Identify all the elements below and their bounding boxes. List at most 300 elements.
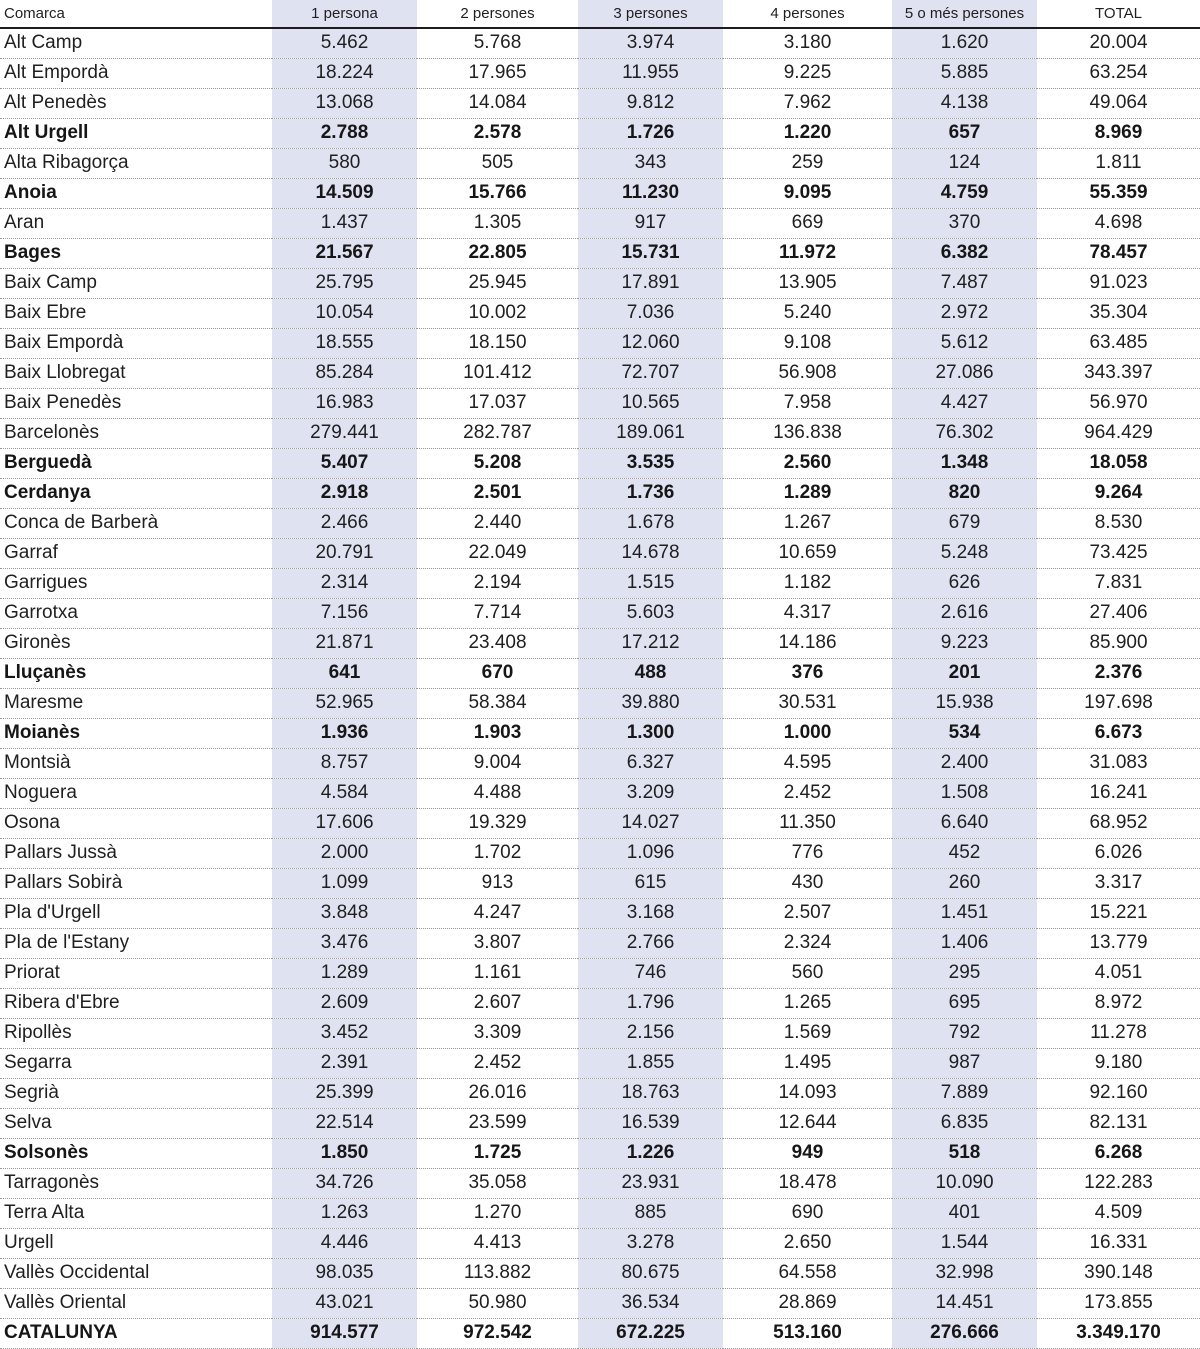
value-cell: 2.501 bbox=[417, 478, 578, 508]
comarca-name: Alt Urgell bbox=[0, 118, 272, 148]
comarca-name: Bages bbox=[0, 238, 272, 268]
comarca-name: Garraf bbox=[0, 538, 272, 568]
value-cell: 1.267 bbox=[723, 508, 892, 538]
value-cell: 295 bbox=[892, 958, 1037, 988]
value-cell: 14.509 bbox=[272, 178, 417, 208]
comarca-name: Maresme bbox=[0, 688, 272, 718]
value-cell: 2.452 bbox=[723, 778, 892, 808]
comarca-name: Garrigues bbox=[0, 568, 272, 598]
value-cell: 3.476 bbox=[272, 928, 417, 958]
table-row bbox=[0, 748, 1200, 778]
comarca-name: Lluçanès bbox=[0, 658, 272, 688]
value-cell: 7.962 bbox=[723, 88, 892, 118]
value-cell: 7.958 bbox=[723, 388, 892, 418]
table-row bbox=[0, 598, 1200, 628]
value-cell: 3.180 bbox=[723, 28, 892, 58]
value-cell: 23.599 bbox=[417, 1108, 578, 1138]
column-header: 5 o més persones bbox=[892, 0, 1037, 28]
value-cell: 1.620 bbox=[892, 28, 1037, 58]
value-cell: 1.451 bbox=[892, 898, 1037, 928]
value-cell: 9.223 bbox=[892, 628, 1037, 658]
value-cell: 4.446 bbox=[272, 1228, 417, 1258]
column-header: TOTAL bbox=[1037, 0, 1200, 28]
table-row bbox=[0, 688, 1200, 718]
value-cell: 9.264 bbox=[1037, 478, 1200, 508]
value-cell: 560 bbox=[723, 958, 892, 988]
value-cell: 14.451 bbox=[892, 1288, 1037, 1318]
value-cell: 50.980 bbox=[417, 1288, 578, 1318]
value-cell: 2.616 bbox=[892, 598, 1037, 628]
value-cell: 6.673 bbox=[1037, 718, 1200, 748]
value-cell: 1.265 bbox=[723, 988, 892, 1018]
comarca-name: Baix Penedès bbox=[0, 388, 272, 418]
value-cell: 2.156 bbox=[578, 1018, 723, 1048]
value-cell: 452 bbox=[892, 838, 1037, 868]
value-cell: 2.000 bbox=[272, 838, 417, 868]
value-cell: 98.035 bbox=[272, 1258, 417, 1288]
table-row bbox=[0, 988, 1200, 1018]
value-cell: 776 bbox=[723, 838, 892, 868]
value-cell: 82.131 bbox=[1037, 1108, 1200, 1138]
value-cell: 17.606 bbox=[272, 808, 417, 838]
value-cell: 10.090 bbox=[892, 1168, 1037, 1198]
value-cell: 72.707 bbox=[578, 358, 723, 388]
value-cell: 1.936 bbox=[272, 718, 417, 748]
value-cell: 9.180 bbox=[1037, 1048, 1200, 1078]
value-cell: 1.270 bbox=[417, 1198, 578, 1228]
value-cell: 657 bbox=[892, 118, 1037, 148]
value-cell: 22.049 bbox=[417, 538, 578, 568]
value-cell: 14.084 bbox=[417, 88, 578, 118]
value-cell: 30.531 bbox=[723, 688, 892, 718]
value-cell: 1.300 bbox=[578, 718, 723, 748]
value-cell: 513.160 bbox=[723, 1318, 892, 1348]
value-cell: 3.535 bbox=[578, 448, 723, 478]
table-row bbox=[0, 778, 1200, 808]
value-cell: 972.542 bbox=[417, 1318, 578, 1348]
value-cell: 2.440 bbox=[417, 508, 578, 538]
value-cell: 1.348 bbox=[892, 448, 1037, 478]
value-cell: 20.004 bbox=[1037, 28, 1200, 58]
table-row bbox=[0, 1078, 1200, 1108]
value-cell: 15.731 bbox=[578, 238, 723, 268]
value-cell: 8.969 bbox=[1037, 118, 1200, 148]
value-cell: 15.766 bbox=[417, 178, 578, 208]
comarca-name: Cerdanya bbox=[0, 478, 272, 508]
value-cell: 376 bbox=[723, 658, 892, 688]
value-cell: 4.759 bbox=[892, 178, 1037, 208]
value-cell: 113.882 bbox=[417, 1258, 578, 1288]
value-cell: 56.908 bbox=[723, 358, 892, 388]
value-cell: 14.027 bbox=[578, 808, 723, 838]
value-cell: 3.848 bbox=[272, 898, 417, 928]
value-cell: 2.376 bbox=[1037, 658, 1200, 688]
value-cell: 13.779 bbox=[1037, 928, 1200, 958]
value-cell: 2.391 bbox=[272, 1048, 417, 1078]
table-row bbox=[0, 838, 1200, 868]
value-cell: 36.534 bbox=[578, 1288, 723, 1318]
comarca-name: Tarragonès bbox=[0, 1168, 272, 1198]
value-cell: 1.289 bbox=[723, 478, 892, 508]
table-row bbox=[0, 808, 1200, 838]
value-cell: 49.064 bbox=[1037, 88, 1200, 118]
value-cell: 1.305 bbox=[417, 208, 578, 238]
value-cell: 1.495 bbox=[723, 1048, 892, 1078]
comarca-name: Conca de Barberà bbox=[0, 508, 272, 538]
value-cell: 7.889 bbox=[892, 1078, 1037, 1108]
value-cell: 35.058 bbox=[417, 1168, 578, 1198]
value-cell: 2.972 bbox=[892, 298, 1037, 328]
value-cell: 85.284 bbox=[272, 358, 417, 388]
value-cell: 3.974 bbox=[578, 28, 723, 58]
value-cell: 16.539 bbox=[578, 1108, 723, 1138]
comarca-name: Berguedà bbox=[0, 448, 272, 478]
comarca-name: Alt Camp bbox=[0, 28, 272, 58]
value-cell: 32.998 bbox=[892, 1258, 1037, 1288]
value-cell: 1.796 bbox=[578, 988, 723, 1018]
value-cell: 670 bbox=[417, 658, 578, 688]
comarca-name: Alta Ribagorça bbox=[0, 148, 272, 178]
column-header: 1 persona bbox=[272, 0, 417, 28]
value-cell: 2.788 bbox=[272, 118, 417, 148]
value-cell: 260 bbox=[892, 868, 1037, 898]
value-cell: 534 bbox=[892, 718, 1037, 748]
value-cell: 5.603 bbox=[578, 598, 723, 628]
comarca-name: Baix Llobregat bbox=[0, 358, 272, 388]
value-cell: 885 bbox=[578, 1198, 723, 1228]
value-cell: 5.462 bbox=[272, 28, 417, 58]
value-cell: 3.807 bbox=[417, 928, 578, 958]
value-cell: 101.412 bbox=[417, 358, 578, 388]
value-cell: 7.831 bbox=[1037, 568, 1200, 598]
value-cell: 14.186 bbox=[723, 628, 892, 658]
value-cell: 1.289 bbox=[272, 958, 417, 988]
value-cell: 52.965 bbox=[272, 688, 417, 718]
value-cell: 28.869 bbox=[723, 1288, 892, 1318]
value-cell: 1.182 bbox=[723, 568, 892, 598]
value-cell: 14.678 bbox=[578, 538, 723, 568]
value-cell: 27.086 bbox=[892, 358, 1037, 388]
value-cell: 18.058 bbox=[1037, 448, 1200, 478]
table-row bbox=[0, 268, 1200, 298]
value-cell: 5.240 bbox=[723, 298, 892, 328]
value-cell: 78.457 bbox=[1037, 238, 1200, 268]
value-cell: 5.208 bbox=[417, 448, 578, 478]
value-cell: 13.905 bbox=[723, 268, 892, 298]
table-row bbox=[0, 88, 1200, 118]
value-cell: 8.972 bbox=[1037, 988, 1200, 1018]
value-cell: 3.349.170 bbox=[1037, 1318, 1200, 1348]
value-cell: 1.096 bbox=[578, 838, 723, 868]
value-cell: 4.051 bbox=[1037, 958, 1200, 988]
value-cell: 92.160 bbox=[1037, 1078, 1200, 1108]
value-cell: 27.406 bbox=[1037, 598, 1200, 628]
table-row bbox=[0, 58, 1200, 88]
value-cell: 2.466 bbox=[272, 508, 417, 538]
value-cell: 914.577 bbox=[272, 1318, 417, 1348]
comarca-name: Osona bbox=[0, 808, 272, 838]
value-cell: 16.983 bbox=[272, 388, 417, 418]
value-cell: 1.437 bbox=[272, 208, 417, 238]
comarca-name: Pallars Jussà bbox=[0, 838, 272, 868]
value-cell: 23.931 bbox=[578, 1168, 723, 1198]
value-cell: 31.083 bbox=[1037, 748, 1200, 778]
value-cell: 5.248 bbox=[892, 538, 1037, 568]
value-cell: 18.224 bbox=[272, 58, 417, 88]
comarca-name: Segrià bbox=[0, 1078, 272, 1108]
value-cell: 1.811 bbox=[1037, 148, 1200, 178]
header-row bbox=[0, 0, 1200, 28]
value-cell: 2.314 bbox=[272, 568, 417, 598]
value-cell: 282.787 bbox=[417, 418, 578, 448]
value-cell: 2.650 bbox=[723, 1228, 892, 1258]
table-row bbox=[0, 1168, 1200, 1198]
value-cell: 2.578 bbox=[417, 118, 578, 148]
value-cell: 679 bbox=[892, 508, 1037, 538]
value-cell: 1.515 bbox=[578, 568, 723, 598]
table-row bbox=[0, 1018, 1200, 1048]
value-cell: 7.036 bbox=[578, 298, 723, 328]
value-cell: 4.509 bbox=[1037, 1198, 1200, 1228]
value-cell: 56.970 bbox=[1037, 388, 1200, 418]
value-cell: 43.021 bbox=[272, 1288, 417, 1318]
value-cell: 64.558 bbox=[723, 1258, 892, 1288]
table-row bbox=[0, 418, 1200, 448]
value-cell: 276.666 bbox=[892, 1318, 1037, 1348]
value-cell: 17.891 bbox=[578, 268, 723, 298]
value-cell: 21.871 bbox=[272, 628, 417, 658]
comarca-name: Montsià bbox=[0, 748, 272, 778]
comarca-name: Gironès bbox=[0, 628, 272, 658]
table-row bbox=[0, 238, 1200, 268]
value-cell: 3.278 bbox=[578, 1228, 723, 1258]
value-cell: 12.060 bbox=[578, 328, 723, 358]
value-cell: 85.900 bbox=[1037, 628, 1200, 658]
comarca-name: Ribera d'Ebre bbox=[0, 988, 272, 1018]
value-cell: 9.225 bbox=[723, 58, 892, 88]
value-cell: 18.555 bbox=[272, 328, 417, 358]
value-cell: 11.350 bbox=[723, 808, 892, 838]
column-header-comarca: Comarca bbox=[0, 0, 272, 28]
value-cell: 2.607 bbox=[417, 988, 578, 1018]
table-row bbox=[0, 718, 1200, 748]
value-cell: 580 bbox=[272, 148, 417, 178]
value-cell: 9.812 bbox=[578, 88, 723, 118]
value-cell: 16.241 bbox=[1037, 778, 1200, 808]
value-cell: 80.675 bbox=[578, 1258, 723, 1288]
table-row bbox=[0, 1108, 1200, 1138]
comarca-name: Pallars Sobirà bbox=[0, 868, 272, 898]
value-cell: 3.309 bbox=[417, 1018, 578, 1048]
value-cell: 201 bbox=[892, 658, 1037, 688]
value-cell: 17.037 bbox=[417, 388, 578, 418]
value-cell: 3.168 bbox=[578, 898, 723, 928]
value-cell: 7.156 bbox=[272, 598, 417, 628]
value-cell: 1.736 bbox=[578, 478, 723, 508]
value-cell: 7.714 bbox=[417, 598, 578, 628]
value-cell: 1.702 bbox=[417, 838, 578, 868]
value-cell: 10.659 bbox=[723, 538, 892, 568]
comarca-name: Urgell bbox=[0, 1228, 272, 1258]
value-cell: 2.918 bbox=[272, 478, 417, 508]
value-cell: 17.965 bbox=[417, 58, 578, 88]
table-row bbox=[0, 208, 1200, 238]
value-cell: 1.544 bbox=[892, 1228, 1037, 1258]
comarca-name: Terra Alta bbox=[0, 1198, 272, 1228]
table-row bbox=[0, 358, 1200, 388]
table-row bbox=[0, 568, 1200, 598]
table-row bbox=[0, 658, 1200, 688]
comarca-name: Aran bbox=[0, 208, 272, 238]
value-cell: 615 bbox=[578, 868, 723, 898]
value-cell: 6.382 bbox=[892, 238, 1037, 268]
value-cell: 1.725 bbox=[417, 1138, 578, 1168]
value-cell: 25.795 bbox=[272, 268, 417, 298]
value-cell: 18.150 bbox=[417, 328, 578, 358]
value-cell: 17.212 bbox=[578, 628, 723, 658]
value-cell: 1.161 bbox=[417, 958, 578, 988]
table-row bbox=[0, 1288, 1200, 1318]
table-row bbox=[0, 628, 1200, 658]
comarca-name: Garrotxa bbox=[0, 598, 272, 628]
value-cell: 626 bbox=[892, 568, 1037, 598]
value-cell: 18.763 bbox=[578, 1078, 723, 1108]
value-cell: 12.644 bbox=[723, 1108, 892, 1138]
value-cell: 39.880 bbox=[578, 688, 723, 718]
value-cell: 5.885 bbox=[892, 58, 1037, 88]
table-row bbox=[0, 958, 1200, 988]
value-cell: 1.678 bbox=[578, 508, 723, 538]
value-cell: 22.805 bbox=[417, 238, 578, 268]
value-cell: 987 bbox=[892, 1048, 1037, 1078]
value-cell: 488 bbox=[578, 658, 723, 688]
value-cell: 1.508 bbox=[892, 778, 1037, 808]
value-cell: 136.838 bbox=[723, 418, 892, 448]
value-cell: 1.850 bbox=[272, 1138, 417, 1168]
value-cell: 4.138 bbox=[892, 88, 1037, 118]
value-cell: 1.406 bbox=[892, 928, 1037, 958]
comarca-name: Baix Ebre bbox=[0, 298, 272, 328]
value-cell: 792 bbox=[892, 1018, 1037, 1048]
value-cell: 1.000 bbox=[723, 718, 892, 748]
value-cell: 173.855 bbox=[1037, 1288, 1200, 1318]
value-cell: 1.726 bbox=[578, 118, 723, 148]
value-cell: 690 bbox=[723, 1198, 892, 1228]
value-cell: 343 bbox=[578, 148, 723, 178]
value-cell: 63.485 bbox=[1037, 328, 1200, 358]
value-cell: 197.698 bbox=[1037, 688, 1200, 718]
value-cell: 189.061 bbox=[578, 418, 723, 448]
value-cell: 25.945 bbox=[417, 268, 578, 298]
comarca-name: CATALUNYA bbox=[0, 1318, 272, 1348]
value-cell: 68.952 bbox=[1037, 808, 1200, 838]
comarca-name: Baix Camp bbox=[0, 268, 272, 298]
value-cell: 4.698 bbox=[1037, 208, 1200, 238]
table-row bbox=[0, 478, 1200, 508]
value-cell: 8.530 bbox=[1037, 508, 1200, 538]
value-cell: 25.399 bbox=[272, 1078, 417, 1108]
value-cell: 9.004 bbox=[417, 748, 578, 778]
value-cell: 518 bbox=[892, 1138, 1037, 1168]
comarca-name: Moianès bbox=[0, 718, 272, 748]
value-cell: 19.329 bbox=[417, 808, 578, 838]
value-cell: 641 bbox=[272, 658, 417, 688]
value-cell: 11.972 bbox=[723, 238, 892, 268]
value-cell: 16.331 bbox=[1037, 1228, 1200, 1258]
value-cell: 10.565 bbox=[578, 388, 723, 418]
value-cell: 10.054 bbox=[272, 298, 417, 328]
value-cell: 949 bbox=[723, 1138, 892, 1168]
value-cell: 2.400 bbox=[892, 748, 1037, 778]
value-cell: 35.304 bbox=[1037, 298, 1200, 328]
value-cell: 669 bbox=[723, 208, 892, 238]
value-cell: 1.263 bbox=[272, 1198, 417, 1228]
table-row bbox=[0, 868, 1200, 898]
value-cell: 58.384 bbox=[417, 688, 578, 718]
table-row bbox=[0, 508, 1200, 538]
value-cell: 820 bbox=[892, 478, 1037, 508]
value-cell: 2.507 bbox=[723, 898, 892, 928]
value-cell: 917 bbox=[578, 208, 723, 238]
value-cell: 2.324 bbox=[723, 928, 892, 958]
value-cell: 11.955 bbox=[578, 58, 723, 88]
value-cell: 124 bbox=[892, 148, 1037, 178]
value-cell: 401 bbox=[892, 1198, 1037, 1228]
value-cell: 11.230 bbox=[578, 178, 723, 208]
value-cell: 73.425 bbox=[1037, 538, 1200, 568]
value-cell: 6.026 bbox=[1037, 838, 1200, 868]
value-cell: 390.148 bbox=[1037, 1258, 1200, 1288]
table-row bbox=[0, 178, 1200, 208]
value-cell: 3.452 bbox=[272, 1018, 417, 1048]
comarca-name: Selva bbox=[0, 1108, 272, 1138]
value-cell: 5.612 bbox=[892, 328, 1037, 358]
comarca-name: Barcelonès bbox=[0, 418, 272, 448]
value-cell: 34.726 bbox=[272, 1168, 417, 1198]
table-row bbox=[0, 1138, 1200, 1168]
table-row bbox=[0, 1198, 1200, 1228]
table-row bbox=[0, 1228, 1200, 1258]
table-row bbox=[0, 538, 1200, 568]
value-cell: 22.514 bbox=[272, 1108, 417, 1138]
value-cell: 15.938 bbox=[892, 688, 1037, 718]
value-cell: 15.221 bbox=[1037, 898, 1200, 928]
value-cell: 4.413 bbox=[417, 1228, 578, 1258]
table-row bbox=[0, 328, 1200, 358]
value-cell: 1.569 bbox=[723, 1018, 892, 1048]
value-cell: 964.429 bbox=[1037, 418, 1200, 448]
value-cell: 9.095 bbox=[723, 178, 892, 208]
value-cell: 14.093 bbox=[723, 1078, 892, 1108]
comarca-name: Anoia bbox=[0, 178, 272, 208]
value-cell: 18.478 bbox=[723, 1168, 892, 1198]
value-cell: 5.407 bbox=[272, 448, 417, 478]
column-header: 2 persones bbox=[417, 0, 578, 28]
value-cell: 3.209 bbox=[578, 778, 723, 808]
value-cell: 6.835 bbox=[892, 1108, 1037, 1138]
value-cell: 1.099 bbox=[272, 868, 417, 898]
value-cell: 23.408 bbox=[417, 628, 578, 658]
value-cell: 2.452 bbox=[417, 1048, 578, 1078]
table-row bbox=[0, 388, 1200, 418]
value-cell: 4.595 bbox=[723, 748, 892, 778]
value-cell: 6.268 bbox=[1037, 1138, 1200, 1168]
value-cell: 21.567 bbox=[272, 238, 417, 268]
value-cell: 1.855 bbox=[578, 1048, 723, 1078]
value-cell: 913 bbox=[417, 868, 578, 898]
value-cell: 279.441 bbox=[272, 418, 417, 448]
comarca-name: Vallès Oriental bbox=[0, 1288, 272, 1318]
